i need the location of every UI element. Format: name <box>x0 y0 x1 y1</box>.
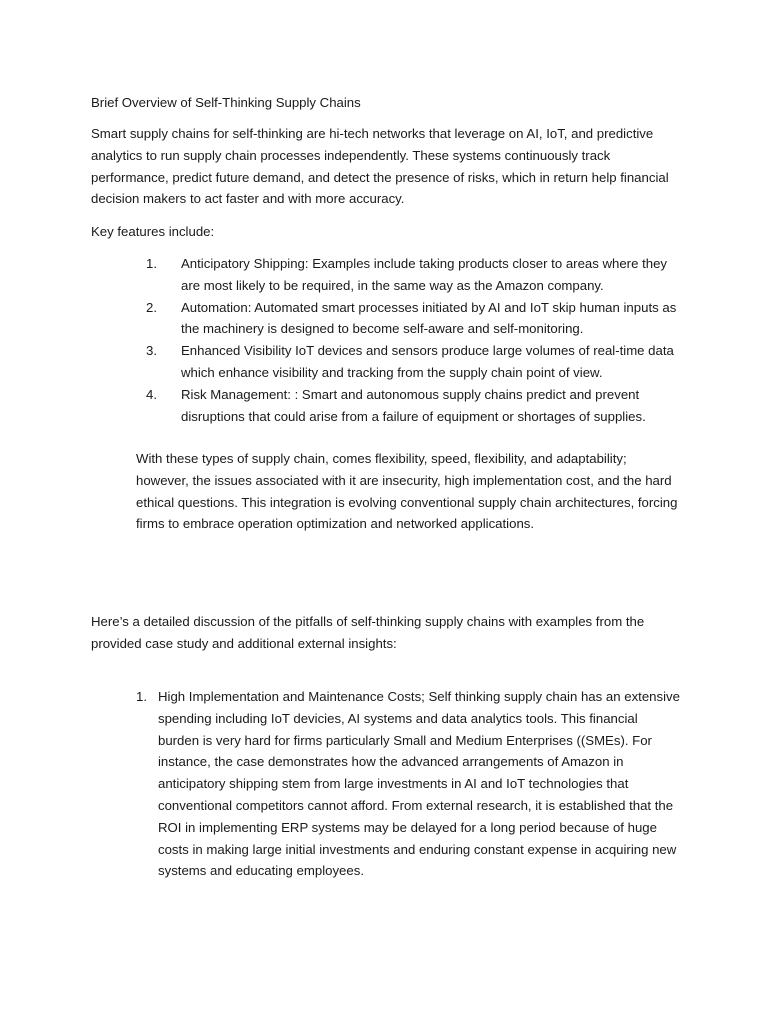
list-item-text: Automation: Automated smart processes initiated by AI and IoT skip human inputs as the machinery is designed to become self-aware and self-monitoring. <box>181 299 677 337</box>
list-item-number: 3. <box>146 343 157 359</box>
features-label: Key features include: <box>91 224 215 239</box>
list-item <box>0 340 681 384</box>
intro-paragraph: Smart supply chains for self-thinking are hi-tech networks that leverage on AI, IoT, and predictive analytics to run supply chain processes independently. These systems continuously track performance, predict future demand, and detect the presence of risks, which in return help financial decision makers to act faster and with more accuracy. <box>91 126 669 207</box>
list-item-text: Risk Management: : Smart and autonomous supply chains predict and prevent disruptions that could arise from a failure of equipment or shortages of supplies. <box>181 386 646 424</box>
list-item-text: Enhanced Visibility IoT devices and sensors produce large volumes of real-time data which enhance visibility and tracking from the supply chain point of view. <box>181 343 674 380</box>
list-item <box>0 297 681 341</box>
list-item-number: 1. <box>136 689 147 704</box>
list-item-number: 4. <box>146 386 157 402</box>
discussion-intro-paragraph: Here’s a detailed discussion of the pitfalls of self-thinking supply chains with examples from the provided case study and additional external insights: <box>91 614 645 651</box>
closing-paragraph: With these types of supply chain, comes flexibility, speed, flexibility, and adaptability; however, the issues associated with it are insecurity, high implementation cost, and the hard ethical questions. This integration is evolving conventional supply chain architectures, forcing firms to embrace operation optimization and networked applications. <box>136 451 678 532</box>
list-item <box>0 384 681 428</box>
pitfalls-list <box>0 686 768 882</box>
list-item-number: 2. <box>146 299 157 315</box>
list-item-text: High Implementation and Maintenance Costs; Self thinking supply chain has an extensive spending including IoT devicies, AI systems and data analytics tools. This financial burden is very hard for firms particularly Small and Medium Enterprises ((SMEs). For instance, the case demonstrates how the advanced arrangements of Amazon in anticipatory shipping stem from large investments in AI and IoT technologies that conventional competitors cannot afford. From external research, it is established that the ROI in implementing ERP systems may be delayed for a long period because of huge costs in making large initial investments and enduring constant expense in acquiring new systems and educating employees. <box>158 689 680 879</box>
list-item <box>0 253 681 297</box>
document-title: Brief Overview of Self-Thinking Supply Chains <box>91 95 361 110</box>
list-item-text: Anticipatory Shipping: Examples include taking products closer to areas where they are most likely to be required, in the same way as the Amazon company. <box>181 256 667 293</box>
list-item-number: 1. <box>146 256 157 271</box>
list-item <box>0 686 680 882</box>
features-list <box>0 253 768 427</box>
